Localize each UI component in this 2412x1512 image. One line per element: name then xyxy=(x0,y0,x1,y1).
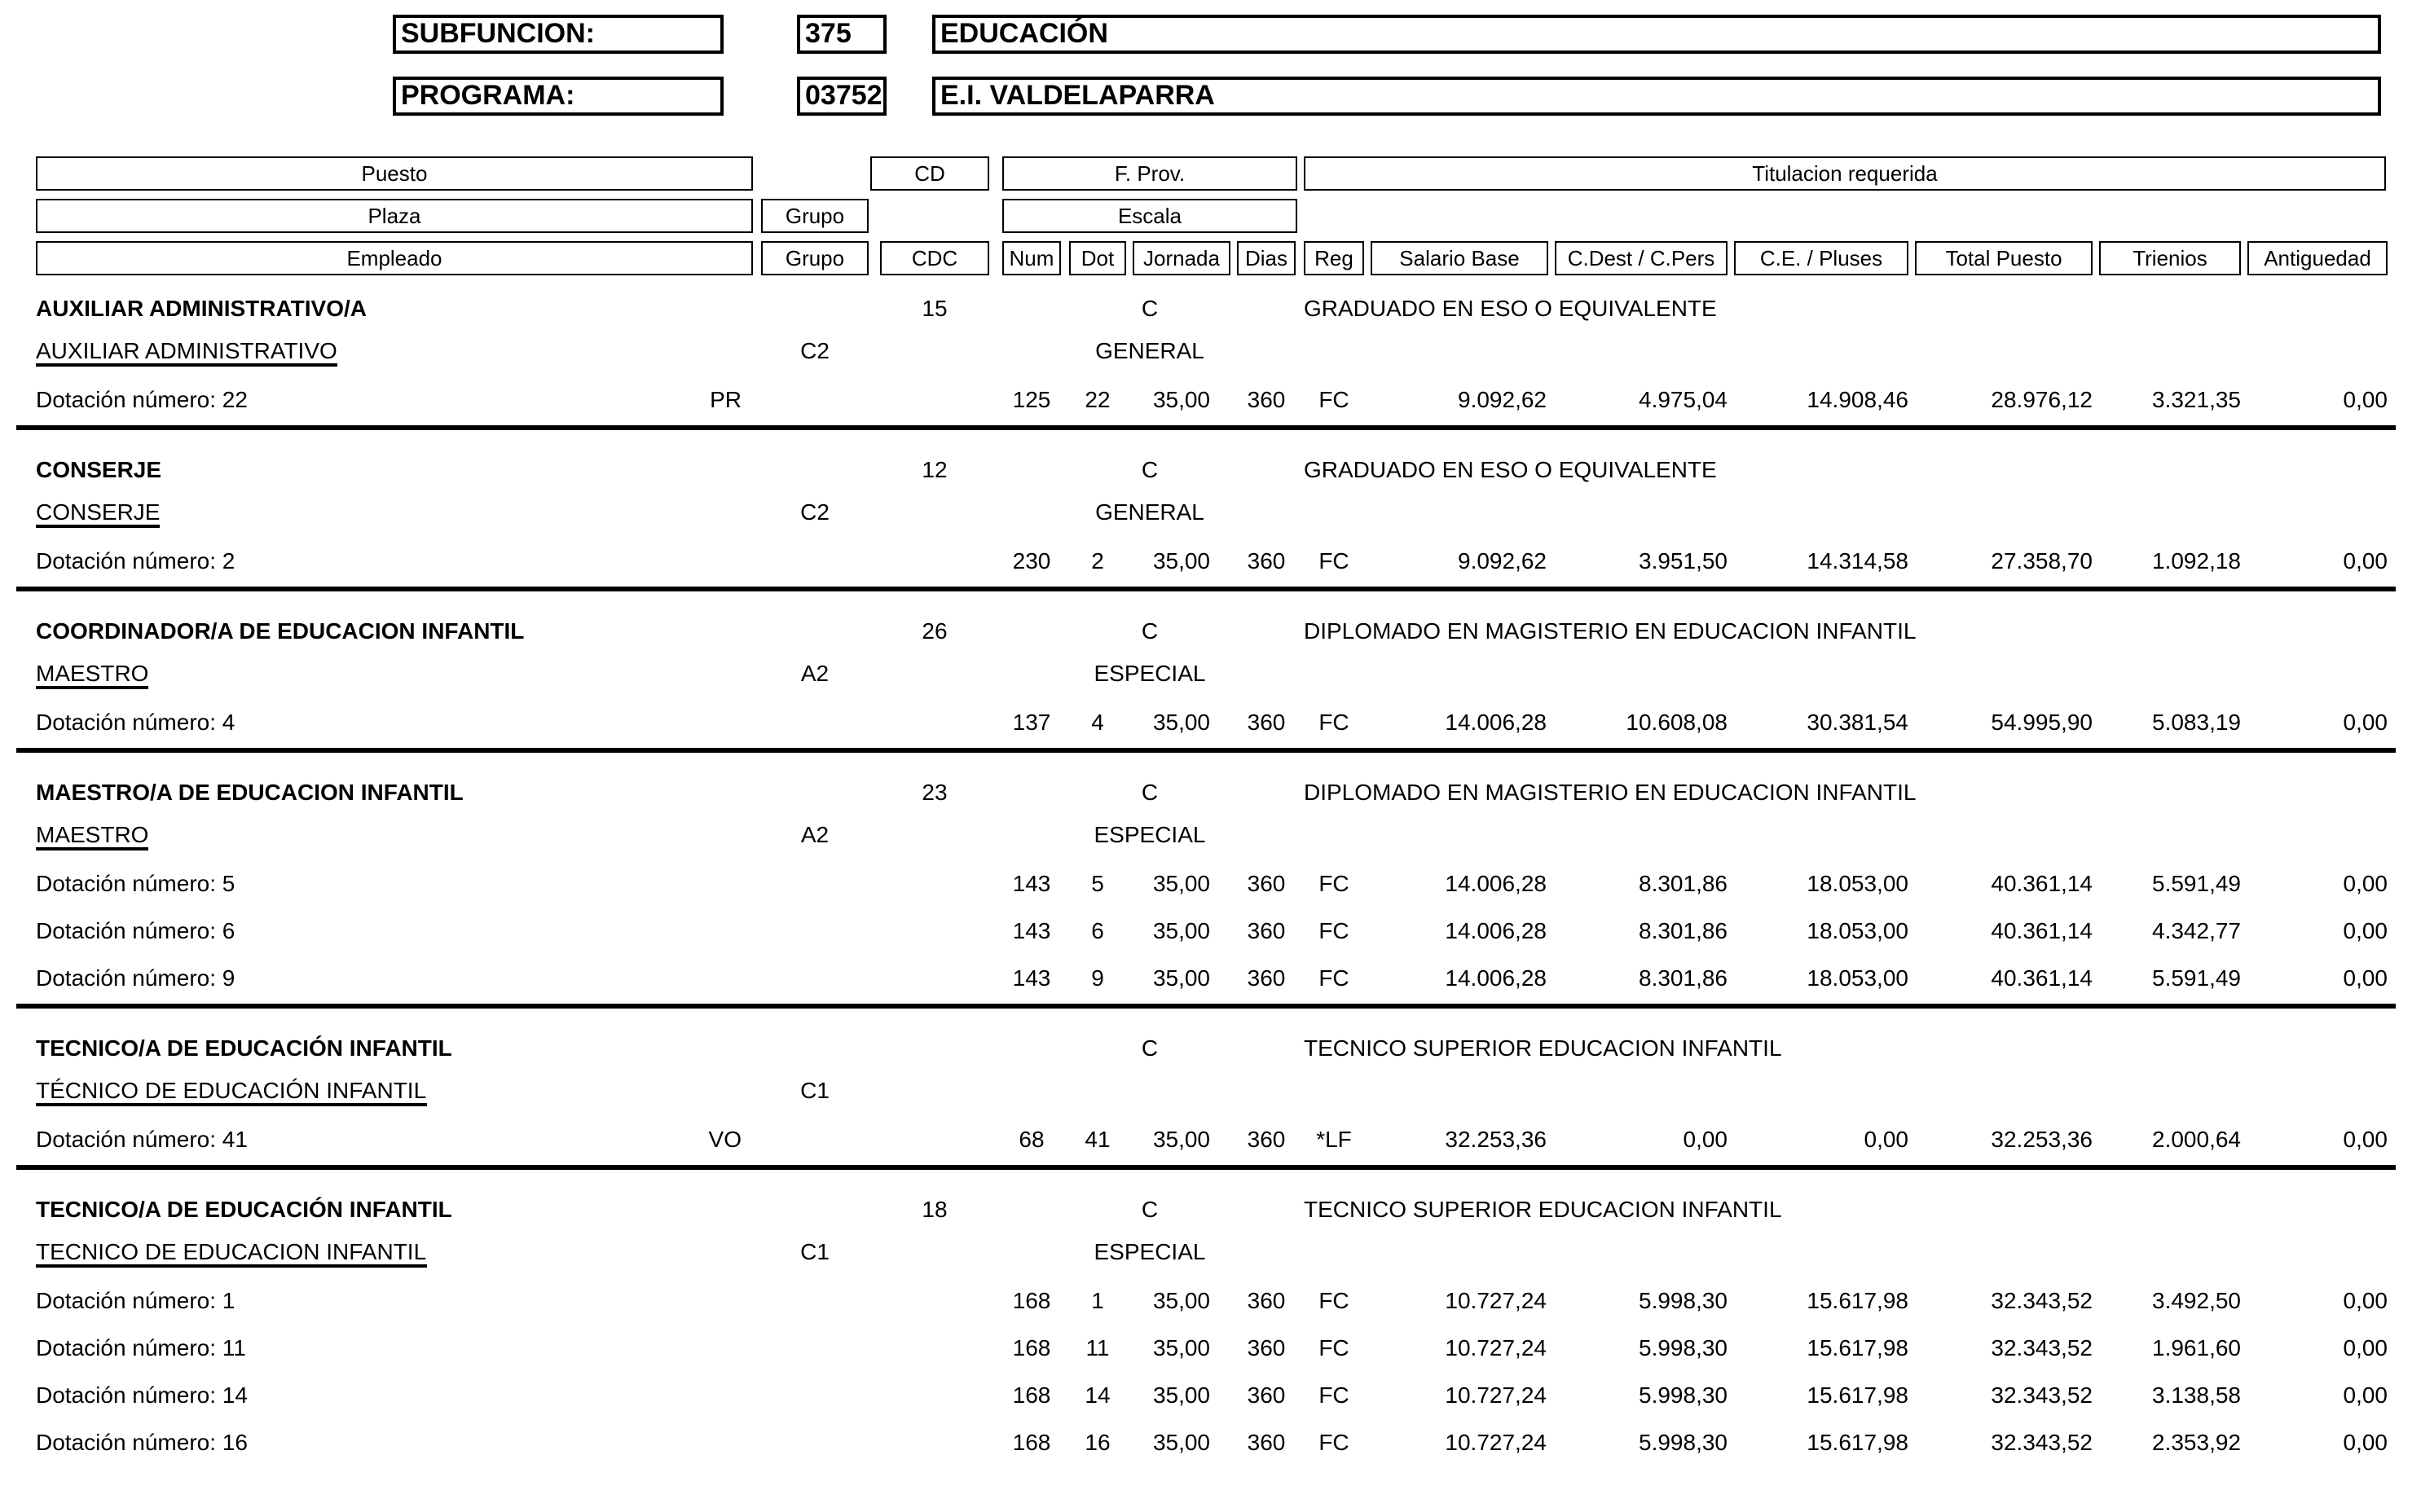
antiguedad-value: 0,00 xyxy=(2343,870,2388,896)
antiguedad-value: 0,00 xyxy=(2343,917,2388,943)
dotacion-label: Dotación número: 6 xyxy=(36,917,235,943)
reg-value: FC xyxy=(1318,1382,1349,1408)
total-puesto-value: 32.253,36 xyxy=(1991,1126,2093,1152)
num-value: 137 xyxy=(1012,709,1051,735)
num-value: 230 xyxy=(1012,547,1051,574)
salario-base-value: 10.727,24 xyxy=(1445,1334,1547,1360)
cdest-value: 10.608,08 xyxy=(1626,709,1728,735)
dot-value: 16 xyxy=(1085,1429,1111,1455)
section-separator xyxy=(16,1165,2396,1170)
header-reg: Reg xyxy=(1304,241,1364,275)
subfuncion-label-box xyxy=(393,15,724,54)
programa-name: E.I. VALDELAPARRA xyxy=(940,80,1215,111)
ce-pluses-value: 14.314,58 xyxy=(1807,547,1908,574)
salario-base-value: 10.727,24 xyxy=(1445,1429,1547,1455)
reg-value: FC xyxy=(1318,709,1349,735)
section-separator xyxy=(16,425,2396,430)
trienios-value: 4.342,77 xyxy=(2152,917,2241,943)
num-value: 168 xyxy=(1012,1429,1051,1455)
dotacion-label: Dotación número: 9 xyxy=(36,965,235,991)
antiguedad-value: 0,00 xyxy=(2343,386,2388,412)
total-puesto-value: 32.343,52 xyxy=(1991,1382,2093,1408)
plaza-name-text: MAESTRO xyxy=(36,821,148,850)
escala-value: ESPECIAL xyxy=(1094,821,1206,847)
section-puesto-title: COORDINADOR/A DE EDUCACION INFANTIL xyxy=(36,618,525,644)
escala-value: GENERAL xyxy=(1095,499,1204,525)
header-jornada: Jornada xyxy=(1133,241,1230,275)
antiguedad-value: 0,00 xyxy=(2343,1382,2388,1408)
subfuncion-name: EDUCACIÓN xyxy=(940,18,1108,49)
ce-pluses-value: 18.053,00 xyxy=(1807,870,1908,896)
header-titulacion: Titulacion requerida xyxy=(1304,156,2386,191)
trienios-value: 2.353,92 xyxy=(2152,1429,2241,1455)
ce-pluses-value: 15.617,98 xyxy=(1807,1429,1908,1455)
programa-code-box xyxy=(797,77,887,116)
plaza-name xyxy=(36,336,737,365)
jornada-value: 35,00 xyxy=(1152,1126,1211,1152)
dotacion-label: Dotación número: 22 xyxy=(36,386,248,412)
grupo-value: A2 xyxy=(800,660,830,686)
dotacion-label: Dotación número: 5 xyxy=(36,870,235,896)
cdest-value: 3.951,50 xyxy=(1639,547,1728,574)
plaza-name-text: CONSERJE xyxy=(36,499,160,528)
trienios-value: 5.083,19 xyxy=(2152,709,2241,735)
grupo-value: C1 xyxy=(800,1238,830,1264)
num-value: 125 xyxy=(1012,386,1051,412)
subfuncion-label: SUBFUNCION: xyxy=(401,18,595,49)
grupo-value: A2 xyxy=(800,821,830,847)
dias-value: 360 xyxy=(1247,709,1286,735)
cdest-value: 8.301,86 xyxy=(1639,870,1728,896)
header-plaza: Plaza xyxy=(36,199,753,233)
reg-value: *LF xyxy=(1316,1126,1352,1152)
trienios-value: 5.591,49 xyxy=(2152,870,2241,896)
section-puesto-title: TECNICO/A DE EDUCACIÓN INFANTIL xyxy=(36,1196,452,1222)
jornada-value: 35,00 xyxy=(1152,870,1211,896)
grupo-value: C2 xyxy=(800,499,830,525)
salario-base-value: 14.006,28 xyxy=(1445,709,1547,735)
plaza-name-text: AUXILIAR ADMINISTRATIVO xyxy=(36,337,337,367)
plaza-name-text: TÉCNICO DE EDUCACIÓN INFANTIL xyxy=(36,1077,426,1106)
section-separator xyxy=(16,748,2396,753)
cdest-value: 4.975,04 xyxy=(1639,386,1728,412)
header-grupo-2: Grupo xyxy=(761,241,869,275)
antiguedad-value: 0,00 xyxy=(2343,709,2388,735)
escala-value: GENERAL xyxy=(1095,337,1204,363)
antiguedad-value: 0,00 xyxy=(2343,1334,2388,1360)
dias-value: 360 xyxy=(1247,917,1286,943)
total-puesto-value: 32.343,52 xyxy=(1991,1287,2093,1313)
total-puesto-value: 28.976,12 xyxy=(1991,386,2093,412)
section-cd-value: 12 xyxy=(922,456,948,482)
antiguedad-value: 0,00 xyxy=(2343,1429,2388,1455)
num-value: 143 xyxy=(1012,917,1051,943)
plaza-name xyxy=(36,1075,737,1105)
section-titulacion: DIPLOMADO EN MAGISTERIO EN EDUCACION INFANTIL xyxy=(1304,618,1917,644)
dot-value: 5 xyxy=(1091,870,1104,896)
plaza-name xyxy=(36,658,737,688)
escala-value: ESPECIAL xyxy=(1094,660,1206,686)
dot-value: 4 xyxy=(1091,709,1104,735)
salario-base-value: 10.727,24 xyxy=(1445,1382,1547,1408)
jornada-value: 35,00 xyxy=(1152,1429,1211,1455)
header-empleado: Empleado xyxy=(36,241,753,275)
ce-pluses-value: 15.617,98 xyxy=(1807,1334,1908,1360)
jornada-value: 35,00 xyxy=(1152,547,1211,574)
section-puesto-title: TECNICO/A DE EDUCACIÓN INFANTIL xyxy=(36,1035,452,1061)
trienios-value: 3.492,50 xyxy=(2152,1287,2241,1313)
antiguedad-value: 0,00 xyxy=(2343,547,2388,574)
trienios-value: 1.961,60 xyxy=(2152,1334,2241,1360)
header-salario-base: Salario Base xyxy=(1371,241,1548,275)
salario-base-value: 9.092,62 xyxy=(1458,547,1547,574)
section-fprov-value: C xyxy=(1141,295,1159,321)
dias-value: 360 xyxy=(1247,1334,1286,1360)
salario-base-value: 14.006,28 xyxy=(1445,965,1547,991)
section-separator xyxy=(16,1004,2396,1009)
dotacion-label: Dotación número: 1 xyxy=(36,1287,235,1313)
section-titulacion: DIPLOMADO EN MAGISTERIO EN EDUCACION INFANTIL xyxy=(1304,779,1917,805)
antiguedad-value: 0,00 xyxy=(2343,1287,2388,1313)
total-puesto-value: 40.361,14 xyxy=(1991,965,2093,991)
cdest-value: 8.301,86 xyxy=(1639,965,1728,991)
subfuncion-code-box xyxy=(797,15,887,54)
plaza-name-text: TECNICO DE EDUCACION INFANTIL xyxy=(36,1238,426,1268)
section-puesto-title: MAESTRO/A DE EDUCACION INFANTIL xyxy=(36,779,464,805)
num-value: 168 xyxy=(1012,1287,1051,1313)
reg-value: FC xyxy=(1318,1334,1349,1360)
reg-value: FC xyxy=(1318,547,1349,574)
programa-label: PROGRAMA: xyxy=(401,80,575,111)
trienios-value: 3.138,58 xyxy=(2152,1382,2241,1408)
salario-base-value: 14.006,28 xyxy=(1445,870,1547,896)
salario-base-value: 10.727,24 xyxy=(1445,1287,1547,1313)
trienios-value: 2.000,64 xyxy=(2152,1126,2241,1152)
section-titulacion: GRADUADO EN ESO O EQUIVALENTE xyxy=(1304,295,1717,321)
escala-value: ESPECIAL xyxy=(1094,1238,1206,1264)
header-cd: CD xyxy=(870,156,989,191)
dias-value: 360 xyxy=(1247,870,1286,896)
jornada-value: 35,00 xyxy=(1152,965,1211,991)
plaza-name xyxy=(36,1237,737,1266)
salario-base-value: 9.092,62 xyxy=(1458,386,1547,412)
section-titulacion: TECNICO SUPERIOR EDUCACION INFANTIL xyxy=(1304,1196,1782,1222)
section-titulacion: TECNICO SUPERIOR EDUCACION INFANTIL xyxy=(1304,1035,1782,1061)
dotacion-label: Dotación número: 14 xyxy=(36,1382,248,1408)
programa-code: 03752 xyxy=(805,80,882,111)
section-cd-value: 18 xyxy=(922,1196,948,1222)
cdest-value: 5.998,30 xyxy=(1639,1429,1728,1455)
total-puesto-value: 32.343,52 xyxy=(1991,1334,2093,1360)
grupo-value: C2 xyxy=(800,337,830,363)
reg-value: FC xyxy=(1318,965,1349,991)
dot-value: 2 xyxy=(1091,547,1104,574)
total-puesto-value: 27.358,70 xyxy=(1991,547,2093,574)
dot-value: 41 xyxy=(1085,1126,1111,1152)
dotacion-label: Dotación número: 2 xyxy=(36,547,235,574)
num-value: 168 xyxy=(1012,1334,1051,1360)
dot-value: 11 xyxy=(1085,1334,1110,1360)
trienios-value: 1.092,18 xyxy=(2152,547,2241,574)
jornada-value: 35,00 xyxy=(1152,1334,1211,1360)
dot-value: 14 xyxy=(1085,1382,1111,1408)
header-f-prov: F. Prov. xyxy=(1002,156,1297,191)
jornada-value: 35,00 xyxy=(1152,1287,1211,1313)
dias-value: 360 xyxy=(1247,1382,1286,1408)
header-dias: Dias xyxy=(1237,241,1296,275)
num-value: 143 xyxy=(1012,965,1051,991)
dot-value: 6 xyxy=(1091,917,1104,943)
dot-value: 9 xyxy=(1091,965,1104,991)
section-fprov-value: C xyxy=(1141,1035,1159,1061)
dias-value: 360 xyxy=(1247,965,1286,991)
reg-value: FC xyxy=(1318,1287,1349,1313)
header-dot: Dot xyxy=(1069,241,1126,275)
dias-value: 360 xyxy=(1247,1126,1286,1152)
section-cd-value: 23 xyxy=(922,779,948,805)
header-escala: Escala xyxy=(1002,199,1297,233)
jornada-value: 35,00 xyxy=(1152,917,1211,943)
num-value: 68 xyxy=(1019,1126,1045,1152)
cdest-value: 0,00 xyxy=(1683,1126,1728,1152)
header-cdest-cpers: C.Dest / C.Pers xyxy=(1555,241,1728,275)
jornada-value: 35,00 xyxy=(1152,709,1211,735)
subfuncion-code: 375 xyxy=(805,18,852,49)
section-fprov-value: C xyxy=(1141,456,1159,482)
reg-value: FC xyxy=(1318,1429,1349,1455)
header-num: Num xyxy=(1002,241,1061,275)
antiguedad-value: 0,00 xyxy=(2343,965,2388,991)
cdest-value: 5.998,30 xyxy=(1639,1334,1728,1360)
ce-pluses-value: 15.617,98 xyxy=(1807,1382,1908,1408)
num-value: 143 xyxy=(1012,870,1051,896)
section-fprov-value: C xyxy=(1141,1196,1159,1222)
trienios-value: 3.321,35 xyxy=(2152,386,2241,412)
ce-pluses-value: 15.617,98 xyxy=(1807,1287,1908,1313)
salario-base-value: 14.006,28 xyxy=(1445,917,1547,943)
provision-code: VO xyxy=(708,1126,742,1152)
dotacion-label: Dotación número: 4 xyxy=(36,709,235,735)
plaza-name xyxy=(36,497,737,526)
reg-value: FC xyxy=(1318,386,1349,412)
num-value: 168 xyxy=(1012,1382,1051,1408)
ce-pluses-value: 18.053,00 xyxy=(1807,965,1908,991)
header-antiguedad: Antiguedad xyxy=(2247,241,2388,275)
dias-value: 360 xyxy=(1247,386,1286,412)
plaza-name xyxy=(36,820,737,849)
header-grupo: Grupo xyxy=(761,199,869,233)
ce-pluses-value: 14.908,46 xyxy=(1807,386,1908,412)
salario-base-value: 32.253,36 xyxy=(1445,1126,1547,1152)
section-titulacion: GRADUADO EN ESO O EQUIVALENTE xyxy=(1304,456,1717,482)
cdest-value: 5.998,30 xyxy=(1639,1382,1728,1408)
total-puesto-value: 54.995,90 xyxy=(1991,709,2093,735)
ce-pluses-value: 30.381,54 xyxy=(1807,709,1908,735)
ce-pluses-value: 0,00 xyxy=(1864,1126,1908,1152)
dotacion-label: Dotación número: 16 xyxy=(36,1429,248,1455)
programa-label-box xyxy=(393,77,724,116)
dotacion-label: Dotación número: 41 xyxy=(36,1126,248,1152)
programa-name-box xyxy=(932,77,2381,116)
jornada-value: 35,00 xyxy=(1152,386,1211,412)
provision-code: PR xyxy=(710,386,742,412)
section-cd-value: 15 xyxy=(922,295,948,321)
cdest-value: 8.301,86 xyxy=(1639,917,1728,943)
cdest-value: 5.998,30 xyxy=(1639,1287,1728,1313)
section-puesto-title: AUXILIAR ADMINISTRATIVO/A xyxy=(36,295,367,321)
plaza-name-text: MAESTRO xyxy=(36,660,148,689)
jornada-value: 35,00 xyxy=(1152,1382,1211,1408)
subfuncion-name-box xyxy=(932,15,2381,54)
header-total-puesto: Total Puesto xyxy=(1915,241,2093,275)
header-trienios: Trienios xyxy=(2099,241,2241,275)
total-puesto-value: 40.361,14 xyxy=(1991,870,2093,896)
total-puesto-value: 32.343,52 xyxy=(1991,1429,2093,1455)
dias-value: 360 xyxy=(1247,547,1286,574)
antiguedad-value: 0,00 xyxy=(2343,1126,2388,1152)
dot-value: 22 xyxy=(1085,386,1111,412)
header-puesto: Puesto xyxy=(36,156,753,191)
dotacion-label: Dotación número: 11 xyxy=(36,1334,246,1360)
reg-value: FC xyxy=(1318,917,1349,943)
total-puesto-value: 40.361,14 xyxy=(1991,917,2093,943)
section-fprov-value: C xyxy=(1141,618,1159,644)
reg-value: FC xyxy=(1318,870,1349,896)
section-puesto-title: CONSERJE xyxy=(36,456,162,482)
section-separator xyxy=(16,587,2396,591)
section-fprov-value: C xyxy=(1141,779,1159,805)
ce-pluses-value: 18.053,00 xyxy=(1807,917,1908,943)
dias-value: 360 xyxy=(1247,1287,1286,1313)
grupo-value: C1 xyxy=(800,1077,830,1103)
trienios-value: 5.591,49 xyxy=(2152,965,2241,991)
dot-value: 1 xyxy=(1091,1287,1104,1313)
section-cd-value: 26 xyxy=(922,618,948,644)
header-ce-pluses: C.E. / Pluses xyxy=(1734,241,1908,275)
dias-value: 360 xyxy=(1247,1429,1286,1455)
header-cdc: CDC xyxy=(880,241,989,275)
